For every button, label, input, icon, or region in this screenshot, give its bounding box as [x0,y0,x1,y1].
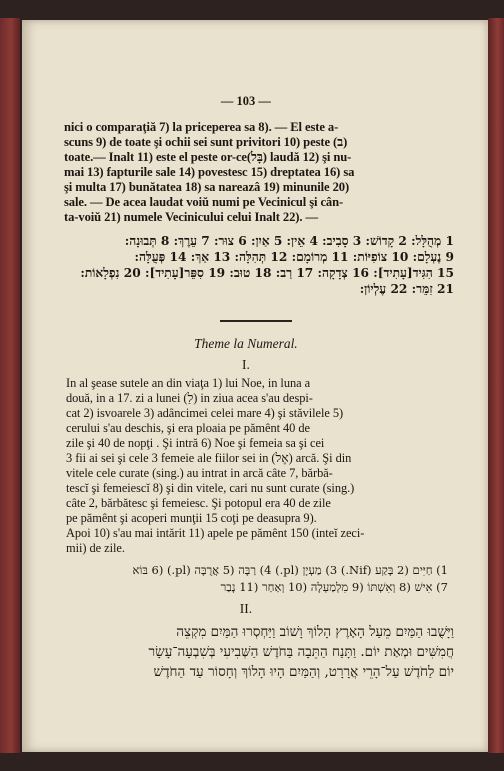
book-cover-left-edge [0,18,20,753]
intro-line: ta-voiŭ 21) numele Vecinicului celui Inalt 22). — [64,210,318,224]
section-heading: I. [241,358,250,373]
body-line: zile şi 40 de nopţi . Şi intră 6) Noe şi femeia sa şi cei [66,436,325,450]
body-line: tescĭ şi femeiescĭ 8) şi din vitele, cari nu sunt curate (sing.) [66,481,355,495]
section-title: Theme la Numeral. [194,337,298,352]
body-line: mii) de zile. [66,541,125,555]
body-line: 3 fii ai sei şi cele 3 femeie ale fiilor sei in (אֶל) arcă. Şi din [66,451,352,465]
intro-line: nici o comparaţiă 7) la priceperea sa 8). — El este a- [64,120,339,134]
body-line: cat 2) isvoarele 3) adâncimei celei mare 4) şi stăvilele 5) [66,406,344,420]
hebrew-vocab-line: 15 הִגִּיד[עָתִיד]: 16 צְדָקָה: 17 רַב: 18 טוּב: 19 סִפֵּר[עָתִיד]: 20 נִפְלָאוֹת: [80,266,454,280]
intro-line: toate.— Inalt 11) este el peste or-ce(בָּל) laudă 12) şi nu- [64,150,352,164]
body-line: cerului s'au deschis, şi era ploaia pe pămênt 40 de [66,421,310,435]
hebrew-vocab-line: 9 נֶעְלָם: 10 צוֹפִיּוֹת: 11 מְרוֹמָם: 12 תְּהִלָּה: 13 אַךְ: 14 פְּעֻלָּה: [134,250,454,264]
body-line: pe pămênt şi acoperi munţii 15 coţi pe deasupra 9). [66,511,317,525]
intro-line: sale. — De acea laudat voiŭ numi pe Vecinicul şi cân- [64,195,344,209]
hebrew-vocab-line: 21 זִמֵּר: 22 עֶלְיוֹן: [359,282,454,296]
hebrew-text-line: יוֹם לַחֹדֶשׁ עַל־הָרֵי אֲרָרָט, וְהַמַּיִם הָיוּ הָלוֹךְ וְחָסוֹר עַד הַחֹדֶשׁ [153,664,454,680]
section-heading: II. [239,602,253,617]
footnote-line: 7) אִישׁ (8 וְאִשְׁתּוֹ (9 מִלְמַעְלָה (10 וְאַחַר (11 נָבַר [220,580,448,594]
body-line: Apoi 10) s'au mai intărit 11) apele pe pămênt 150 (inteĭ zeci- [66,526,365,540]
book-cover-right-edge [488,18,504,753]
page-number: — 103 — [220,93,271,108]
hebrew-text-line: חֲמִשִּׁים וּמְאַת יוֹם. וַתָּנַח הַתֵּבָה בַּחֹדֶשׁ הַשְּׁבִיעִי בְּשִׁבְעָה־עָשָׂר [148,644,454,660]
body-line: vitele cele curate (sing.) au intrat in arcă câte 7, bărbă- [66,466,333,480]
footnote-line: 1) חַיִּים (2 בָּקַע (Nif.) 3) מַעְיָן (pl.) 4) רַבָּה (5 אֲרֻבָּה (pl.) (6 בּוֹא [132,563,448,577]
book-page [22,20,488,752]
hebrew-vocab-line: 1 מְהֻלָּל: 2 קָדוֹשׁ: 3 סָבִיב: 4 אֵין: 5 אַיִן: 6 צוּר: 7 עֵרֶךְ: 8 תְּבוּנָה: [124,234,454,248]
hebrew-text-line: וַיָּשֻׁבוּ הַמַּיִם מֵעַל הָאָרֶץ הָלוֹךְ וָשׁוֹב וַיַּחְסְרוּ הַמַּיִם מִקְצֵה [176,624,454,640]
body-line: In al şease sutele an din viaţa 1) lui Noe, in luna a [66,376,311,390]
intro-line: scuns 9) de toate şi ochii sei sunt privitori 10) peste (ב) [64,135,348,149]
section-divider [220,320,292,322]
body-line: câte 2, bărbătesc şi femeiesc. Şi potopul era 40 de zile [66,496,331,510]
body-line: două, in a 17. zi a lunei (לַ) in ziua acea s'au despi- [66,391,313,405]
intro-line: mai 13) fapturile sale 14) povestesc 15) dreptatea 16) sa [64,165,355,179]
intro-line: şi multa 17) bunătatea 18) sa nareazâ 19) minunile 20) [64,180,350,194]
